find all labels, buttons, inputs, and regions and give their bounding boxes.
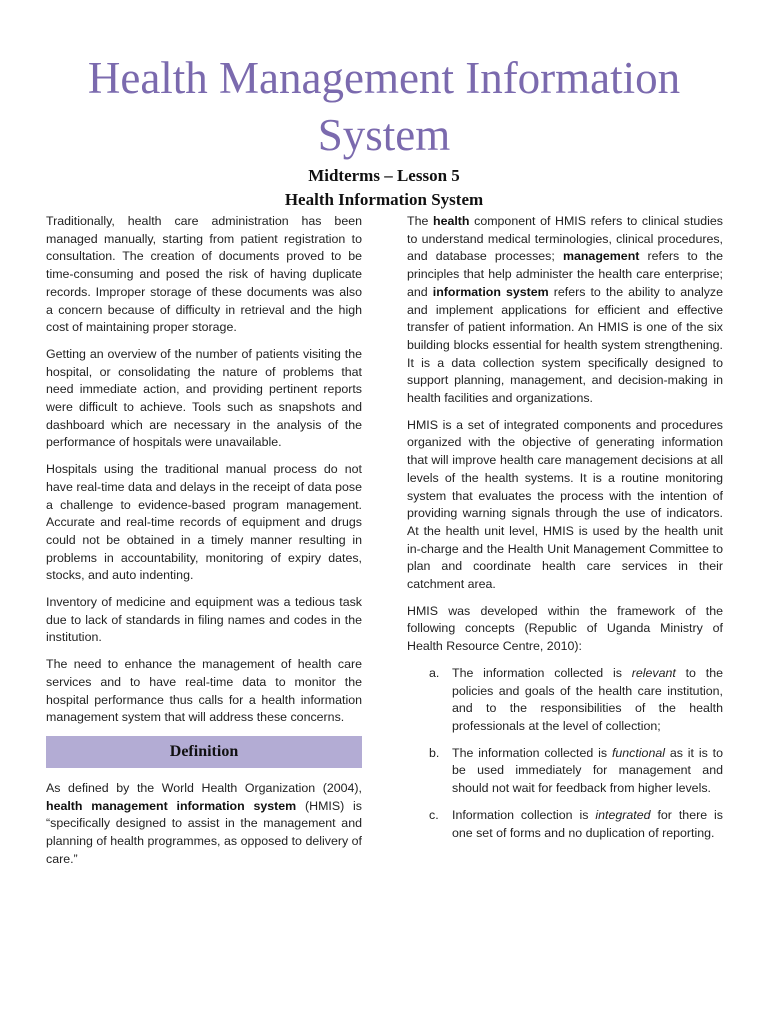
bold-term: information system [432, 284, 549, 299]
paragraph [407, 213, 723, 408]
text-run: for there is one set of forms and no duplication of reporting. [452, 807, 723, 840]
list-item [407, 807, 723, 842]
text-run: to the policies and goals of the health care institution, and to the responsibilities of the health professionals at the level of collection; [452, 665, 723, 733]
paragraph: The need to enhance the management of health care services and to have real-time data to monitor the hospital performance thus calls for a health information management system that will address these concerns. [46, 657, 362, 725]
paragraph: Getting an overview of the number of patients visiting the hospital, or consolidating the nature of problems that need immediate action, and providing pertinent reports were difficult to achieve. Tools such as snapshots and dashboard which are necessary in the analysis of the performance of hospitals were unavailable. [46, 346, 362, 450]
bold-term: management [562, 249, 640, 264]
text-run: refers to the principles that help administer the health care enterprise; and [407, 249, 723, 299]
paragraph: Inventory of medicine and equipment was a tedious task due to lack of standards in filing names and codes in the institution. [46, 595, 362, 645]
list-marker: b. [429, 745, 440, 760]
left-column [46, 213, 362, 878]
text-run: The information collected is [452, 665, 632, 680]
emphasis: integrated [595, 807, 651, 822]
title-line-2: System [317, 110, 451, 160]
lesson-subtitle: Midterms – Lesson 5 [308, 166, 460, 185]
text-run: component of HMIS refers to clinical studies to understand medical terminologies, clinical procedures, and database processes; [407, 214, 724, 264]
bold-term: health [433, 214, 470, 228]
text-run: As defined by the World Health Organization (2004), [46, 780, 362, 795]
list-item [407, 745, 723, 798]
section-subtitle: Health Information System [284, 190, 484, 209]
bold-term: health management information system [46, 798, 297, 813]
list-marker: a. [429, 665, 440, 680]
list-item [407, 665, 723, 736]
concepts-list [407, 665, 723, 842]
document-title [0, 50, 768, 164]
paragraph: Traditionally, health care administration has been managed manually, starting from patient registration to consultation. The creation of documents proved to be time-consuming and posed the risk of having duplicate records. Improper storage of these documents was also a concern because of difficulty in retrieval and the high cost of maintaining proper storage. [46, 214, 362, 335]
text-run: as it is to be used immediately for management and should not wait for feedback from higher levels. [452, 745, 723, 796]
emphasis: relevant [631, 665, 676, 680]
right-column [407, 213, 723, 851]
paragraph: Hospitals using the traditional manual process do not have real-time data and delays in the receipt of data pose a challenge to evidence-based program management. Accurate and real-time records of equipment and drugs could not be obtained in a timely manner resulting in problems in accountability, monitoring of expiry dates, stocks, and auto indenting. [46, 462, 362, 583]
list-marker: c. [429, 807, 439, 822]
emphasis: functional [611, 745, 665, 760]
text-run: refers to the ability to analyze and implement applications for efficient and effective transfer of patient information. An HMIS is one of the six building blocks essential for health system strengthening. It is a data collection system specifically designed to support planning, management, and decision-making in health facilities and organizations. [407, 284, 724, 406]
definition-paragraph [46, 780, 362, 869]
text-run: The information collected is [452, 745, 612, 760]
text-run: (HMIS) is “specifically designed to assist in the management and planning of health programmes, as opposed to delivery of care.” [46, 798, 362, 866]
paragraph: HMIS is a set of integrated components and procedures organized with the objective of generating information that will improve health care management decisions at all levels of the health systems. It is a routine monitoring system that evaluates the process with the intention of providing warning signals through the use of indicators. At the health unit level, HMIS is used by the health unit in-charge and the Health Unit Management Committee to plan and coordinate health care services in their catchment area. [407, 417, 723, 592]
paragraph: HMIS was developed within the framework of the following concepts (Republic of Uganda Ministry of Health Resource Centre, 2010): [407, 603, 723, 654]
title-line-1: Health Management Information [87, 53, 681, 103]
text-run: Information collection is [452, 807, 596, 822]
text-run: The [407, 214, 433, 228]
definition-heading: Definition [46, 736, 362, 768]
